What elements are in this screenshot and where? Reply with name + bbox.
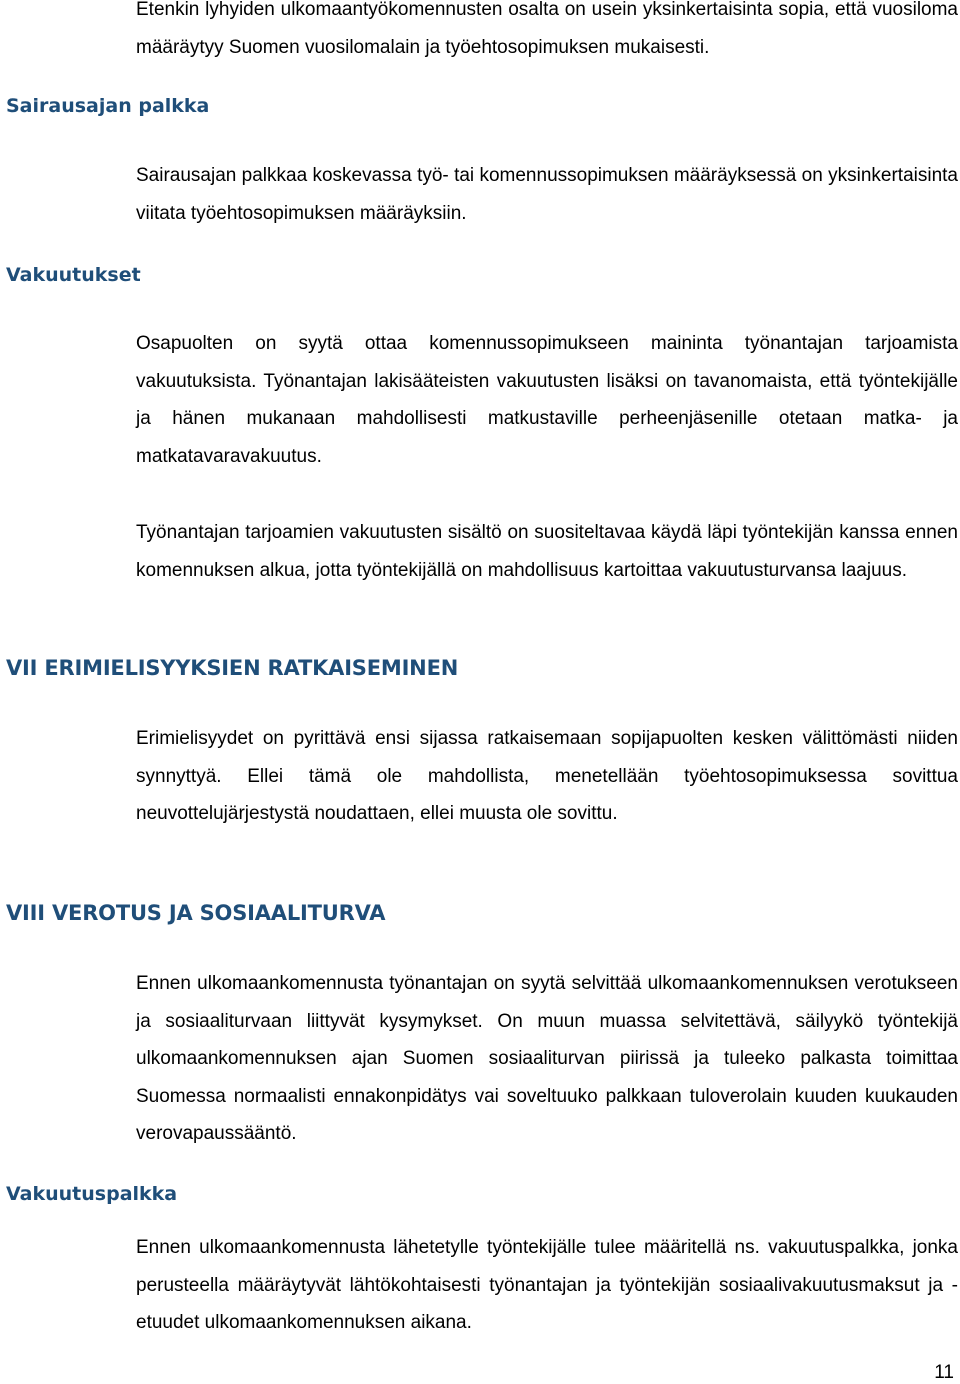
sick-pay-paragraph: Sairausajan palkkaa koskevassa työ- tai komennussopimuksen määräyksessä on yksinkertaisinta viitata työehtosopimuksen määräyksiin.	[136, 165, 958, 224]
insurance-paragraph-2: Työnantajan tarjoamien vakuutusten sisältö on suositeltavaa käydä läpi työntekijän kanssa ennen komennuksen alkua, jotta työntekijällä on mahdollisuus kartoittaa vakuutusturvansa laajuus.	[136, 522, 958, 581]
section-heading-vii: VII ERIMIELISYYKSIEN RATKAISEMINEN	[6, 656, 459, 680]
disputes-paragraph: Erimielisyydet on pyrittävä ensi sijassa ratkaisemaan sopijapuolten kesken välittömästi niiden synnyttyä. Ellei tämä ole mahdollista, menetellään työehtosopimuksessa sovittua neuvottelujärjestystä noudattaen, ellei muusta ole sovittu.	[136, 728, 958, 824]
section-heading-viii: VIII VEROTUS JA SOSIAALITURVA	[6, 901, 386, 925]
tax-paragraph: Ennen ulkomaankomennusta työnantajan on syytä selvittää ulkomaankomennuksen verotukseen ja sosiaaliturvaan liittyvät kysymykset. On muun muassa selvitettävä, säilyykö työntekijä ulkomaankomennuksen ajan Suomen sosiaaliturvan piirissä ja tuleeko palkasta toimittaa Suomessa normaalisti ennakonpidätys vai soveltuuko palkkaan tuloverolain kuuden kuukauden verovapaussääntö.	[136, 973, 958, 1144]
heading-insured-salary: Vakuutuspalkka	[6, 1183, 178, 1205]
page-number: 11	[934, 1362, 954, 1383]
intro-paragraph: Etenkin lyhyiden ulkomaantyökomennusten osalta on usein yksinkertaisinta sopia, että vuosiloma määräytyy Suomen vuosilomalain ja työehtosopimuksen mukaisesti.	[136, 0, 958, 58]
insurance-paragraph-1: Osapuolten on syytä ottaa komennussopimukseen maininta työnantajan tarjoamista vakuutuksista. Työnantajan lakisääteisten vakuutusten lisäksi on tavanomaista, että työntekijälle ja hänen mukanaan mahdollisesti matkustaville perheenjäsenille otetaan matka- ja matkatavaravakuutus.	[136, 333, 958, 467]
heading-sick-pay: Sairausajan palkka	[6, 95, 210, 117]
heading-insurance: Vakuutukset	[6, 264, 141, 286]
insured-salary-paragraph: Ennen ulkomaankomennusta lähetetylle työntekijälle tulee määritellä ns. vakuutuspalkka, jonka perusteella määräytyvät lähtökohtaisesti työnantajan ja työntekijän sosiaalivakuutusmaksut ja -etuudet ulkomaankomennuksen aikana.	[136, 1237, 958, 1333]
